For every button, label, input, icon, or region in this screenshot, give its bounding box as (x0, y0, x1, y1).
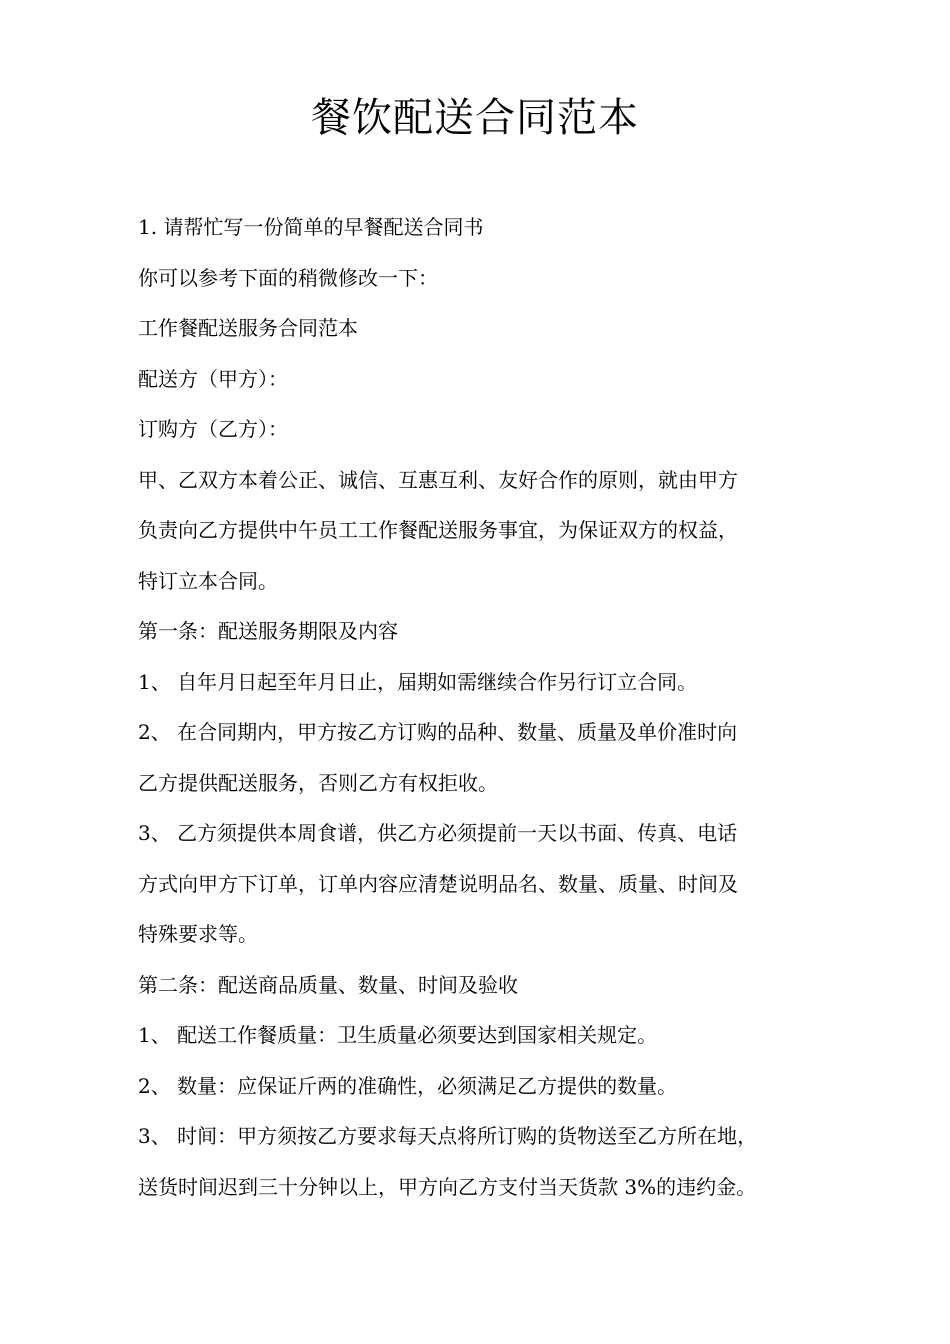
text-line: 2、 在合同期内，甲方按乙方订购的品种、数量、质量及单价准时向 (138, 720, 738, 744)
text-line: 1. 请帮忙写一份简单的早餐配送合同书 (138, 215, 484, 239)
section-heading: 第一条：配送服务期限及内容 (138, 619, 398, 643)
text-line: 甲、乙双方本着公正、诚信、互惠互利、友好合作的原则，就由甲方 (138, 467, 738, 492)
document-body (138, 208, 828, 1218)
text-line: 你可以参考下面的稍微修改一下： (138, 265, 438, 290)
text-line: 特订立本合同。 (138, 568, 278, 593)
text-line: 3、 时间：甲方须按乙方要求每天点将所订购的货物送至乙方所在地， (138, 1124, 758, 1148)
text-line: 订购方（乙方）： (138, 417, 288, 441)
text-line: 乙方提供配送服务，否则乙方有权拒收。 (138, 770, 498, 795)
text-line: 1、 自年月日起至年月日止，届期如需继续合作另行订立合同。 (138, 669, 698, 694)
text-line: 配送方（甲方）： (138, 366, 288, 391)
text-line: 3、 乙方须提供本周食谱，供乙方必须提前一天以书面、传真、电话 (138, 821, 738, 845)
text-line: 方式向甲方下订单，订单内容应清楚说明品名、数量、质量、时间及 (138, 871, 738, 896)
text-line: 负责向乙方提供中午员工工作餐配送服务事宜，为保证双方的权益， (138, 518, 738, 542)
text-line: 2、 数量：应保证斤两的准确性，必须满足乙方提供的数量。 (138, 1073, 678, 1098)
text-line: 1、 配送工作餐质量：卫生质量必须要达到国家相关规定。 (138, 1023, 658, 1047)
document-title: 餐饮配送合同范本 (311, 95, 639, 141)
text-line: 送货时间迟到三十分钟以上，甲方向乙方支付当天货款 3%的违约金。 (138, 1174, 757, 1199)
text-line: 特殊要求等。 (138, 922, 258, 946)
section-heading: 第二条：配送商品质量、数量、时间及验收 (138, 972, 518, 997)
text-line: 工作餐配送服务合同范本 (138, 316, 358, 340)
